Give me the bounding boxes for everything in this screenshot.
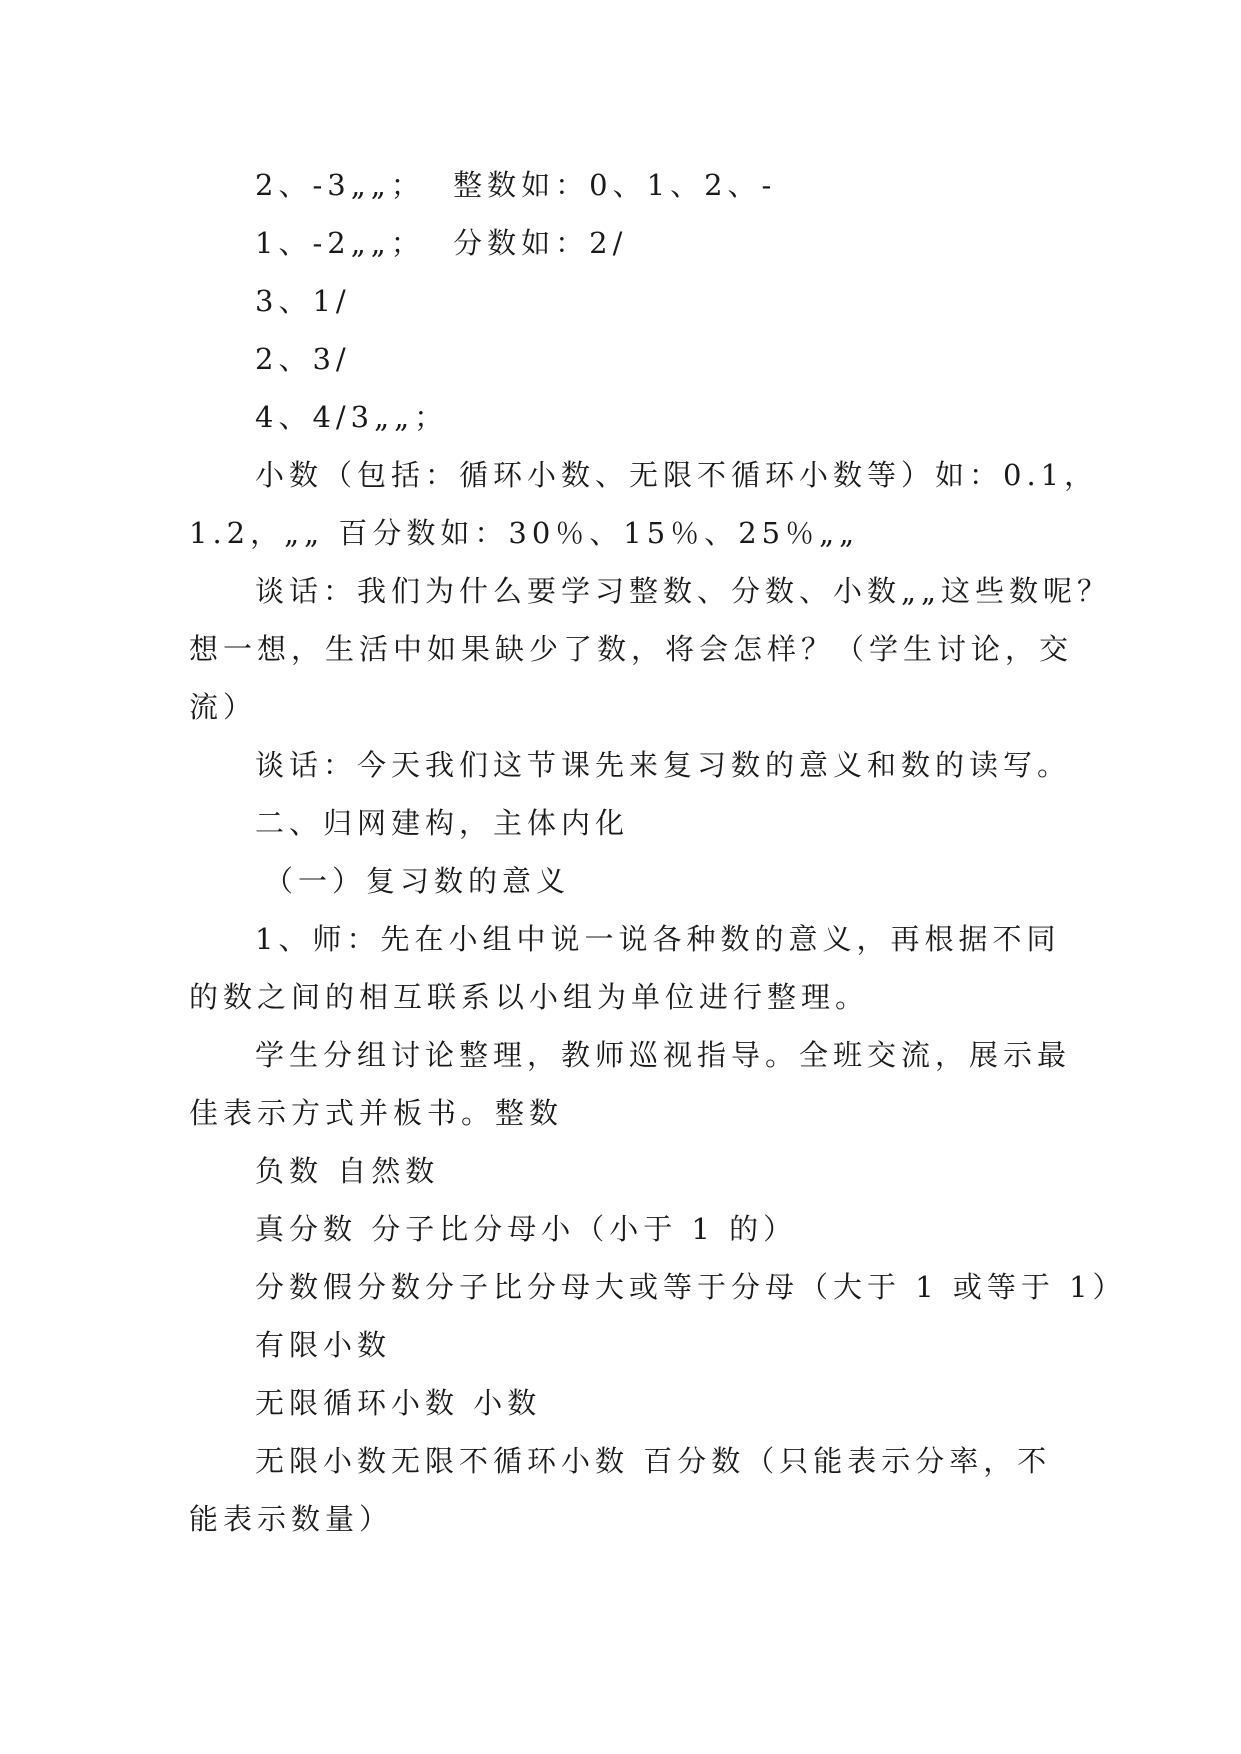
text-line: 4、4/3„„； — [255, 400, 449, 434]
section-heading: 二、归网建构，主体内化 — [255, 806, 630, 840]
text-line: 1.2，„„ 百分数如：30％、15％、25％„„ — [189, 516, 860, 550]
text-line: 想一想，生活中如果缺少了数，将会怎样？（学生讨论，交 — [189, 632, 1074, 666]
text-line: 1、师：先在小组中说一说各种数的意义，再根据不同 — [255, 922, 1061, 956]
text-line: 谈话：我们为什么要学习整数、分数、小数„„这些数呢？ — [255, 574, 1112, 608]
text-line: 分数假分数分子比分母大或等于分母（大于 1 或等于 1） — [255, 1270, 1127, 1304]
text-line: 真分数 分子比分母小（小于 1 的） — [255, 1212, 798, 1246]
text-line: 3、1/ — [255, 284, 351, 318]
text-line: 负数 自然数 — [255, 1154, 440, 1188]
subsection-heading: （一）复习数的意义 — [264, 864, 571, 898]
text-line: 学生分组讨论整理，教师巡视指导。全班交流，展示最 — [255, 1038, 1072, 1072]
text-line: 1、-2„„； 分数如：2/ — [255, 226, 628, 260]
text-line: 有限小数 — [255, 1328, 392, 1362]
text-line: 无限循环小数 小数 — [255, 1386, 542, 1420]
text-line: 佳表示方式并板书。整数 — [189, 1096, 564, 1130]
text-line: 2、3/ — [255, 342, 351, 376]
text-line: 谈话：今天我们这节课先来复习数的意义和数的读写。 — [255, 748, 1072, 782]
text-line: 流） — [189, 690, 258, 724]
text-line: 2、-3„„； 整数如：0、1、2、- — [255, 168, 777, 202]
text-line: 的数之间的相互联系以小组为单位进行整理。 — [189, 980, 870, 1014]
text-line: 无限小数无限不循环小数 百分数（只能表示分率，不 — [255, 1444, 1052, 1478]
text-line: 能表示数量） — [189, 1502, 394, 1536]
text-line: 小数（包括：循环小数、无限不循环小数等）如：0.1， — [255, 458, 1099, 492]
